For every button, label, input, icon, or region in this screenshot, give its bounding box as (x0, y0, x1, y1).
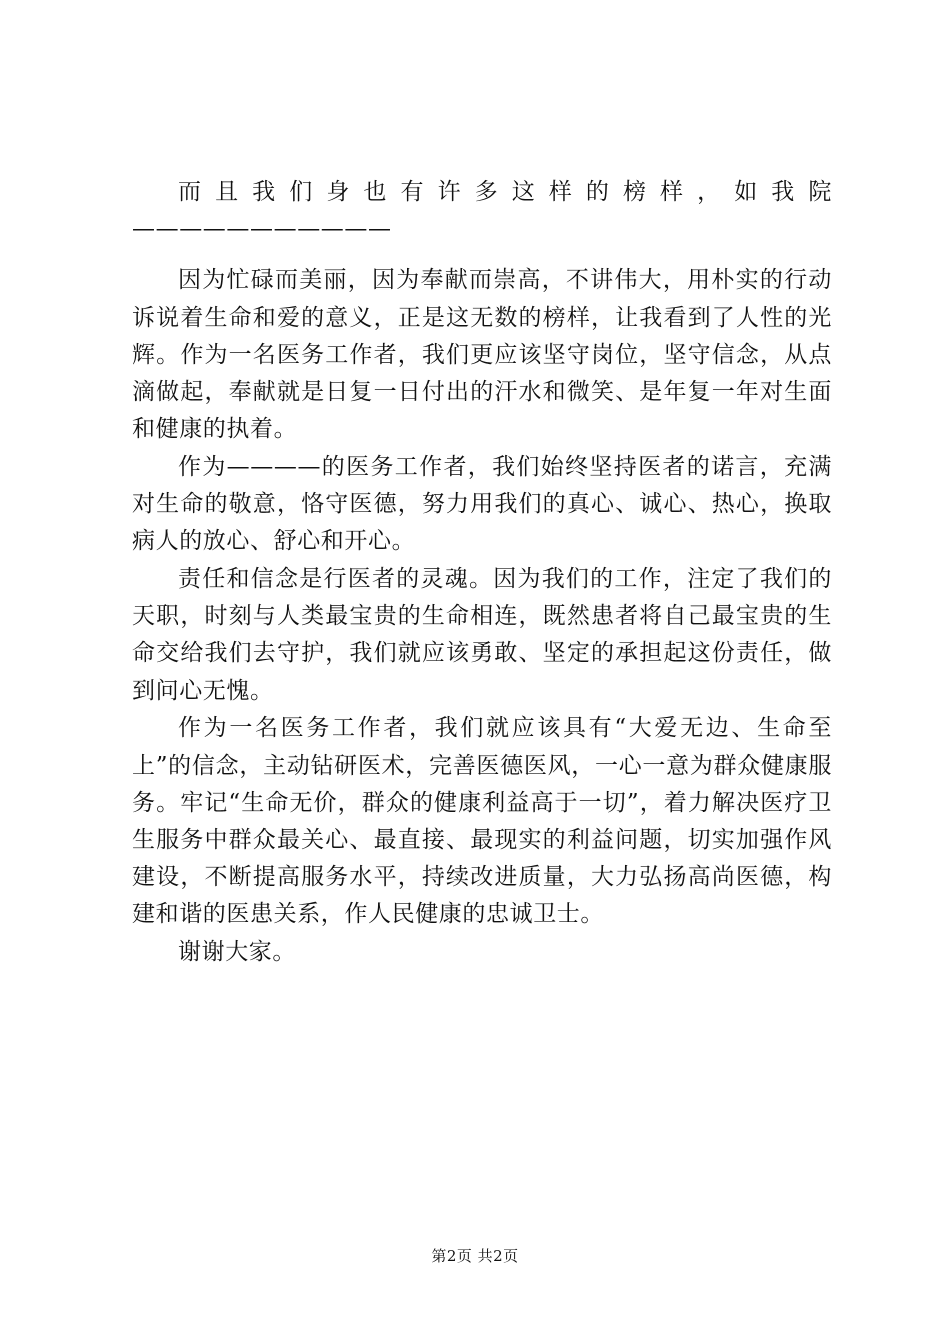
paragraph-role-models: 而且我们身也有许多这样的榜样，如我院——————————— (132, 179, 832, 243)
paragraph-thanks: 谢谢大家。 (178, 939, 296, 966)
document-body (132, 174, 832, 971)
paragraph-responsibility: 责任和信念是行医者的灵魂。因为我们的工作，注定了我们的天职，时刻与人类最宝贵的生命相连，既然患者将自己最宝贵的生命交给我们去守护，我们就应该勇敢、坚定的承担起这份责任，做到问心无愧。 (132, 566, 832, 704)
paragraph-medical-promise: 作为————的医务工作者，我们始终坚持医者的诺言，充满对生命的敬意，恪守医德，努力用我们的真心、诚心、热心，换取病人的放心、舒心和开心。 (132, 453, 832, 555)
page-number-footer: 第2页 共2页 (431, 1247, 519, 1265)
paragraph-dedication: 因为忙碌而美丽，因为奉献而崇高，不讲伟大，用朴实的行动诉说着生命和爱的意义，正是这无数的榜样，让我看到了人性的光辉。作为一名医务工作者，我们更应该坚守岗位，坚守信念，从点滴做起，奉献就是日复一日付出的汗水和微笑、是年复一年对生面和健康的执着。 (132, 267, 832, 443)
paragraph-beliefs: 作为一名医务工作者，我们就应该具有“大爱无边、生命至上”的信念，主动钻研医术，完善医德医风，一心一意为群众健康服务。牢记“生命无价，群众的健康利益高于一切”，着力解决医疗卫生服务中群众最关心、最直接、最现实的利益问题，切实加强作风建设，不断提高服务水平，持续改进质量，大力弘扬高尚医德，构建和谐的医患关系，作人民健康的忠诚卫士。 (132, 715, 832, 928)
